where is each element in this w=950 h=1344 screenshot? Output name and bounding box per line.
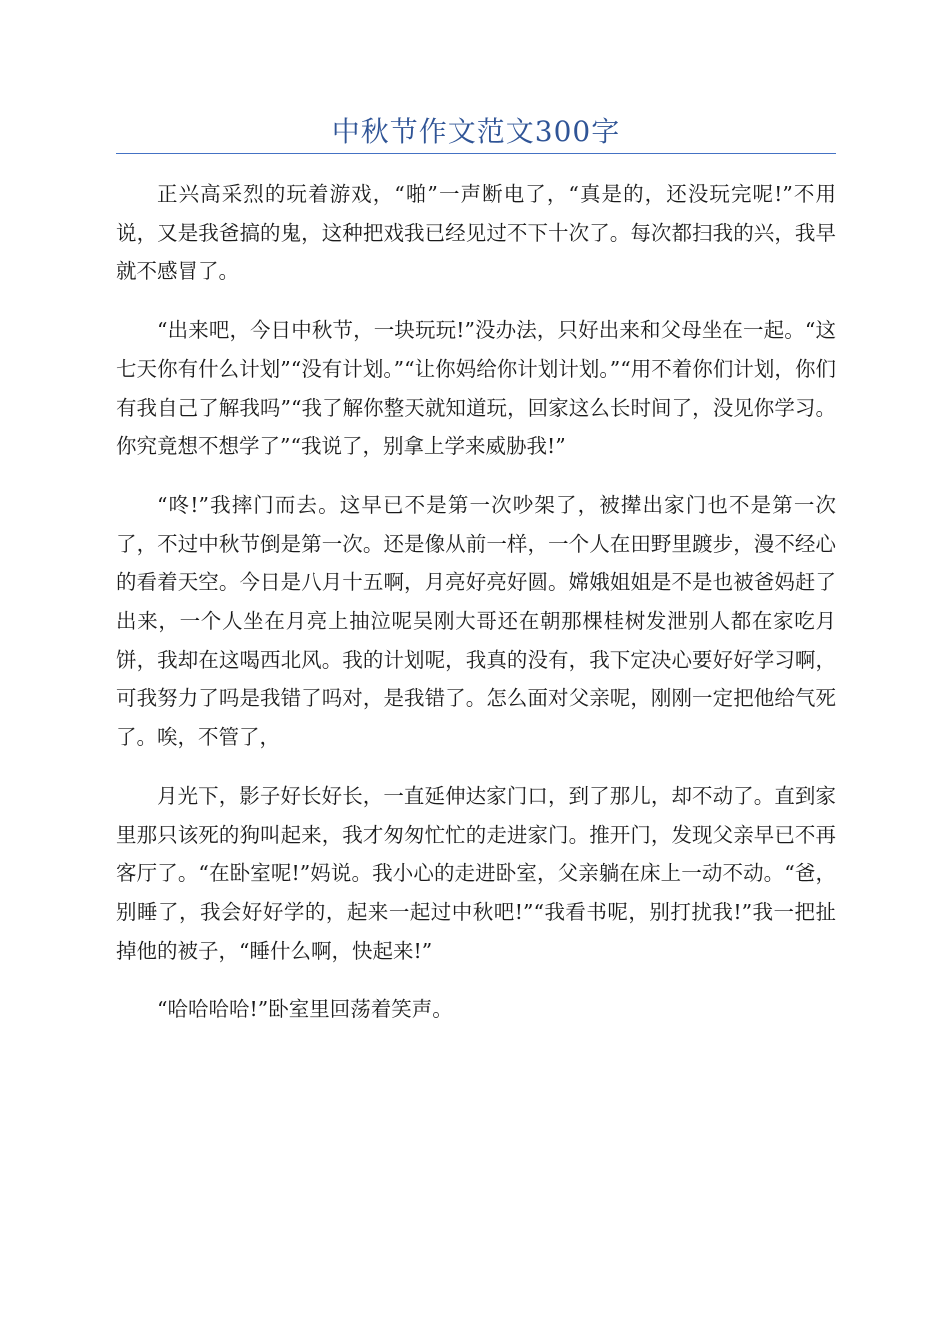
paragraph-3: “咚!”我摔门而去。这早已不是第一次吵架了，被撵出家门也不是第一次了，不过中秋节倒是第一次。还是像从前一样，一个人在田野里踱步，漫不经心的看着天空。今日是八月十五啊，月亮好亮好圆。嫦娥姐姐是不是也被爸妈赶了出来，一个人坐在月亮上抽泣呢吴刚大哥还在朝那棵桂树发泄别人都在家吃月饼，我却在这喝西北风。我的计划呢，我真的没有，我下定决心要好好学习啊，可我努力了吗是我错了吗对，是我错了。怎么面对父亲呢，刚刚一定把他给气死了。唉，不管了， xyxy=(116,492,836,750)
document-body xyxy=(116,175,836,1049)
paragraph-1: 正兴高采烈的玩着游戏，“啪”一声断电了，“真是的，还没玩完呢!”不用说，又是我爸搞的鬼，这种把戏我已经见过不下十次了。每次都扫我的兴，我早就不感冒了。 xyxy=(116,182,836,284)
paragraph-4: 月光下，影子好长好长，一直延伸达家门口，到了那儿，却不动了。直到家里那只该死的狗叫起来，我才匆匆忙忙的走进家门。推开门，发现父亲早已不再客厅了。“在卧室呢!”妈说。我小心的走进卧室，父亲躺在床上一动不动。“爸，别睡了，我会好好学的，起来一起过中秋吧!”“我看书呢，别打扰我!”我一把扯掉他的被子，“睡什么啊，快起来!” xyxy=(116,783,836,963)
title-underline xyxy=(116,153,836,154)
document-title: 中秋节作文范文300字 xyxy=(331,115,621,148)
paragraph-5: “哈哈哈哈!”卧室里回荡着笑声。 xyxy=(157,997,453,1022)
paragraph-2: “出来吧，今日中秋节，一块玩玩!”没办法，只好出来和父母坐在一起。“这七天你有什么计划”“没有计划。”“让你妈给你计划计划。”“用不着你们计划，你们有我自己了解我吗”“我了解你整天就知道玩，回家这么长时间了，没见你学习。你究竟想不想学了”“我说了，别拿上学来威胁我!” xyxy=(116,318,836,459)
